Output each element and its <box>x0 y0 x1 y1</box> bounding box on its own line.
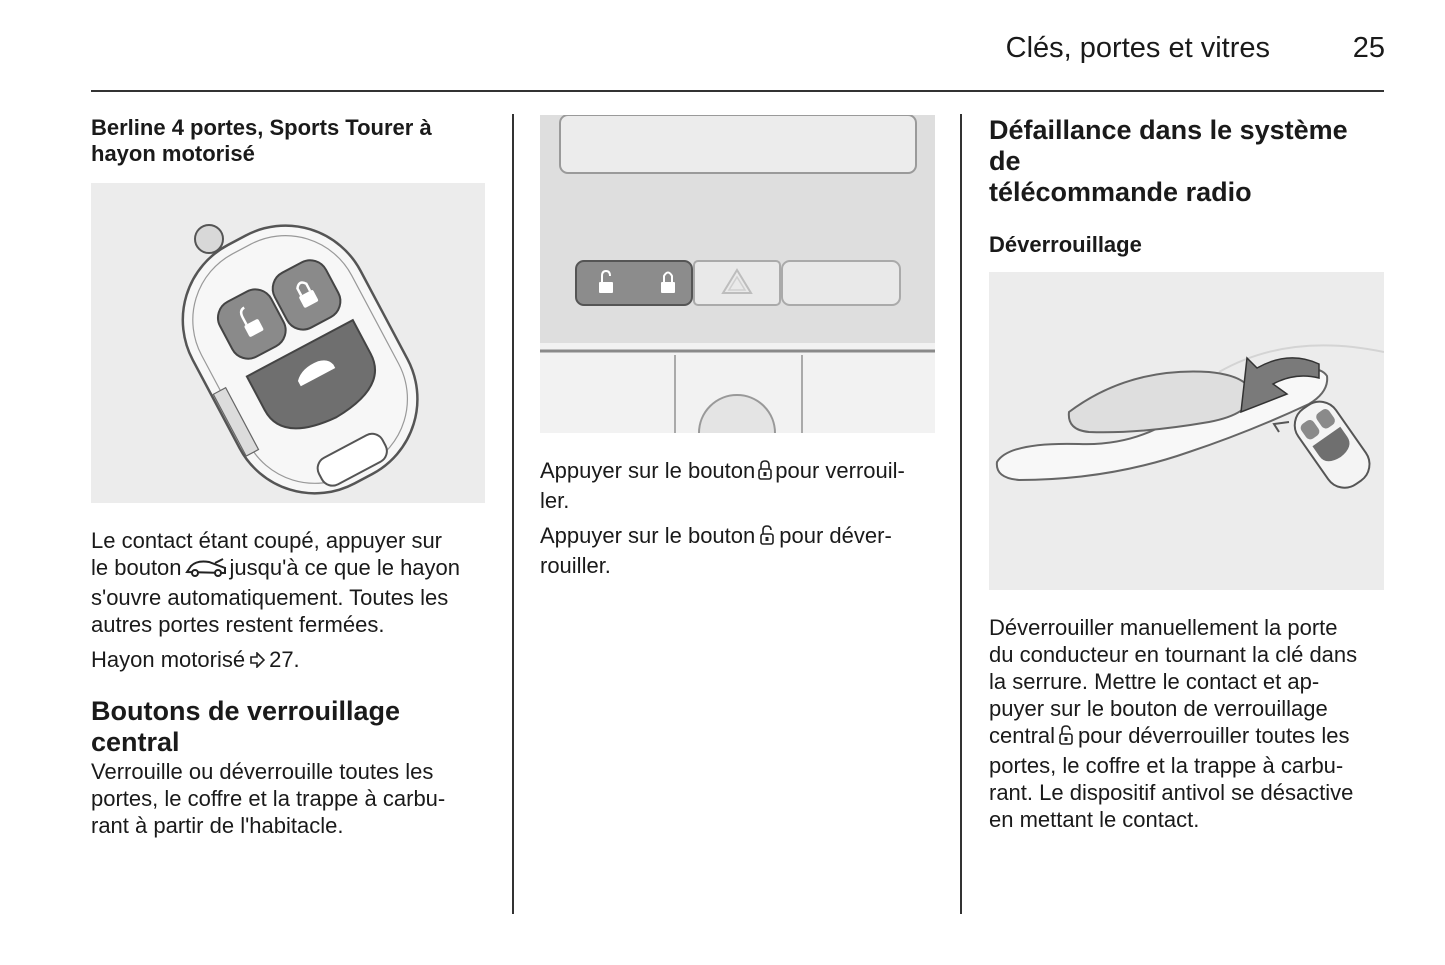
column-divider <box>512 114 514 914</box>
text-line: rouiller. <box>540 553 611 578</box>
car-tailgate-icon <box>185 557 227 584</box>
page-header-title: Clés, portes et vitres <box>1005 32 1270 64</box>
text-fragment: central <box>989 723 1056 748</box>
column-right <box>989 115 1385 833</box>
text-fragment: pour déverrouiller toutes les <box>1078 723 1350 748</box>
door-handle-illustration <box>989 272 1384 590</box>
cross-reference[interactable] <box>91 646 487 674</box>
cross-reference-arrow-icon <box>249 647 265 674</box>
lock-open-icon <box>1059 724 1073 752</box>
subheading-berline: Berline 4 portes, Sports Tourer à hayon motorisé <box>91 115 432 166</box>
text-line: Déverrouiller manuellement la porte <box>989 615 1338 640</box>
text-line: Verrouille ou déverrouille toutes les <box>91 759 434 784</box>
text-line <box>540 457 936 487</box>
heading-line: télécommande radio <box>989 177 1252 207</box>
text-line: portes, le coffre et la trappe à carbu- <box>989 753 1344 778</box>
central-locking-paragraph <box>91 758 487 839</box>
section-heading-central-locking: Boutons de verrouillage central <box>91 696 401 757</box>
dashboard-buttons-figure <box>540 115 935 433</box>
column-left <box>91 115 487 839</box>
unlock-paragraph <box>540 522 936 579</box>
xref-label: Hayon motorisé <box>91 647 246 672</box>
text-line: ler. <box>540 488 570 513</box>
text-line: la serrure. Mettre le contact et ap- <box>989 669 1320 694</box>
dashboard-illustration <box>540 115 935 433</box>
heading-line: Défaillance dans le système de <box>989 115 1348 176</box>
text-line: du conducteur en tournant la clé dans <box>989 642 1358 667</box>
text-fragment: pour déver- <box>779 523 892 548</box>
text-line: puyer sur le bouton de verrouillage <box>989 696 1328 721</box>
text-line: autres portes restent fermées. <box>91 612 385 637</box>
column-middle <box>540 115 936 579</box>
key-fob-figure <box>91 183 485 503</box>
text-line <box>989 722 1385 752</box>
lock-closed-icon <box>758 459 772 487</box>
xref-page: 27. <box>269 647 300 672</box>
header-divider <box>91 90 1384 92</box>
text-fragment: Appuyer sur le bouton <box>540 523 756 548</box>
lock-open-icon <box>760 524 774 552</box>
text-line: s'ouvre automatiquement. Toutes les <box>91 585 449 610</box>
subheading-unlocking: Déverrouillage <box>989 232 1142 257</box>
lock-paragraph <box>540 457 936 514</box>
section-heading-remote-failure <box>989 115 1385 208</box>
page-number: 25 <box>1352 32 1385 64</box>
text-fragment: Appuyer sur le bouton <box>540 458 756 483</box>
text-line: portes, le coffre et la trappe à carbu- <box>91 786 446 811</box>
text-line: en mettant le contact. <box>989 807 1200 832</box>
text-line: rant à partir de l'habitacle. <box>91 813 344 838</box>
column-divider <box>960 114 962 914</box>
text-fragment: jusqu'à ce que le hayon <box>229 555 461 580</box>
text-fragment: pour verrouil- <box>775 458 905 483</box>
text-fragment: le bouton <box>91 555 182 580</box>
text-line: rant. Le dispositif antivol se désactive <box>989 780 1354 805</box>
tailgate-paragraph <box>91 527 487 638</box>
text-line <box>91 554 487 584</box>
door-handle-figure <box>989 272 1384 590</box>
manual-unlock-paragraph <box>989 614 1385 833</box>
text-line: Le contact étant coupé, appuyer sur <box>91 528 443 553</box>
key-fob-illustration <box>91 183 485 503</box>
text-line <box>540 522 936 552</box>
